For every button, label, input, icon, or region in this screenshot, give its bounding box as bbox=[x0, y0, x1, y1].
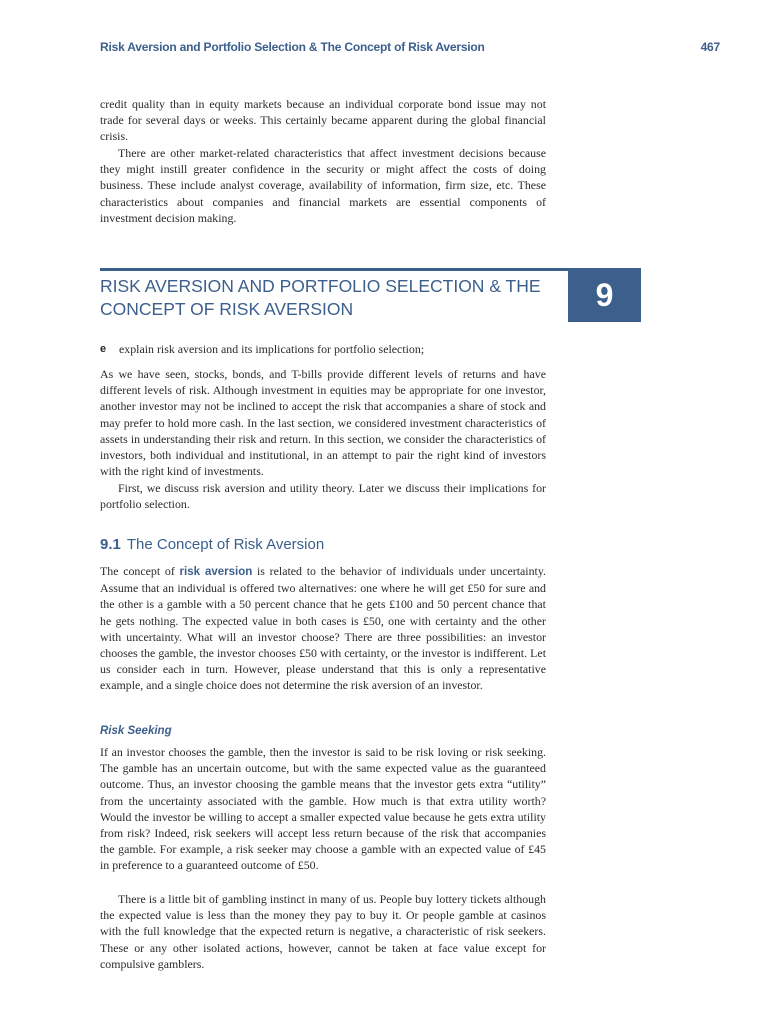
section-number: 9.1 bbox=[100, 536, 121, 553]
chapter-rule bbox=[100, 268, 568, 271]
section-title: The Concept of Risk Aversion bbox=[126, 536, 325, 553]
subheading-risk-seeking: Risk Seeking bbox=[100, 725, 172, 737]
paragraph-gambling-instinct: There is a little bit of gambling instinct in many of us. People buy lottery tickets although the expected value is less than the money they pay to buy it. Or people gamble at casinos with the full knowledge that the expected return is negative, a characteristic of risk seekers. These or any other isolated actions, however, cannot be taken at face value except for compulsive gamblers. bbox=[100, 892, 546, 971]
running-header bbox=[100, 40, 720, 54]
concept-text-body: is related to the behavior of individuals under uncertainty. Assume that an individual is offered two alternatives: one where he will get £50 for sure and the other is a gamble with a 50 percent chance that he gets £100 and 50 percent chance that he gets nothing. The expected value in both cases is £50, one with certainty and the other with uncertainty. What will an investor choose? There are three possibilities: an investor chooses the gamble, the investor chooses £50 with certainty, or the investor is indifferent. Let us consider each in turn. However, please understand that this is only a representative example, and a single choice does not determine the risk aversion of an investor. bbox=[100, 564, 546, 693]
chapter-number-badge: 9 bbox=[568, 268, 641, 322]
section-heading bbox=[100, 536, 324, 553]
paragraph-risk-aversion-concept bbox=[100, 563, 546, 694]
paragraph-intro-followup: First, we discuss risk aversion and utility theory. Later we discuss their implications for portfolio selection. bbox=[100, 481, 546, 512]
paragraph-risk-seeking: If an investor chooses the gamble, then the investor is said to be risk loving or risk seeking. The gamble has an uncertain outcome, but with the same expected value as the guaranteed outcome. Thus, an investor choosing the gamble means that the investor gets extra “utility” from the uncertainty associated with the gamble. How much is that extra utility worth? Would the investor be willing to accept a smaller expected value because he gets extra utility from risk? Indeed, risk seekers will accept less return because of the risk that accompanies the gamble. For example, a risk seeker may choose a gamble with an expected value of £45 in preference to a guaranteed outcome of £50. bbox=[100, 745, 546, 873]
running-title: Risk Aversion and Portfolio Selection & The Concept of Risk Aversion bbox=[100, 40, 485, 54]
concept-text-lead: The concept of bbox=[100, 564, 180, 578]
page-number: 467 bbox=[700, 40, 720, 54]
paragraph-market-characteristics: There are other market-related characteristics that affect investment decisions because they might instill greater confidence in the security or might affect the costs of doing business. These include analyst coverage, availability of information, firm size, etc. These characteristics about companies and financial markets are essential components of investment decision making. bbox=[100, 146, 546, 225]
paragraph-credit-quality: credit quality than in equity markets because an individual corporate bond issue may not trade for several days or weeks. This certainly became apparent during the global financial crisis. bbox=[100, 97, 546, 144]
key-term-risk-aversion: risk aversion bbox=[179, 566, 253, 578]
chapter-title: RISK AVERSION AND PORTFOLIO SELECTION & THE CONCEPT OF RISK AVERSION bbox=[100, 276, 541, 319]
paragraph-intro: As we have seen, stocks, bonds, and T-bills provide different levels of returns and have different levels of risk. Although investment in equities may be appropriate for one investor, another investor may not be inclined to accept the risk that accompanies a share of stock and may prefer to hold more cash. In the last section, we considered investment characteristics of assets in understanding their risk and return. In this section, we consider the characteristics of investors, both individual and institutional, in an attempt to pair the right kind of investors with the right kind of investments. bbox=[100, 367, 546, 479]
objective-marker: e bbox=[100, 343, 107, 355]
objective-text: explain risk aversion and its implications for portfolio selection; bbox=[119, 342, 425, 356]
